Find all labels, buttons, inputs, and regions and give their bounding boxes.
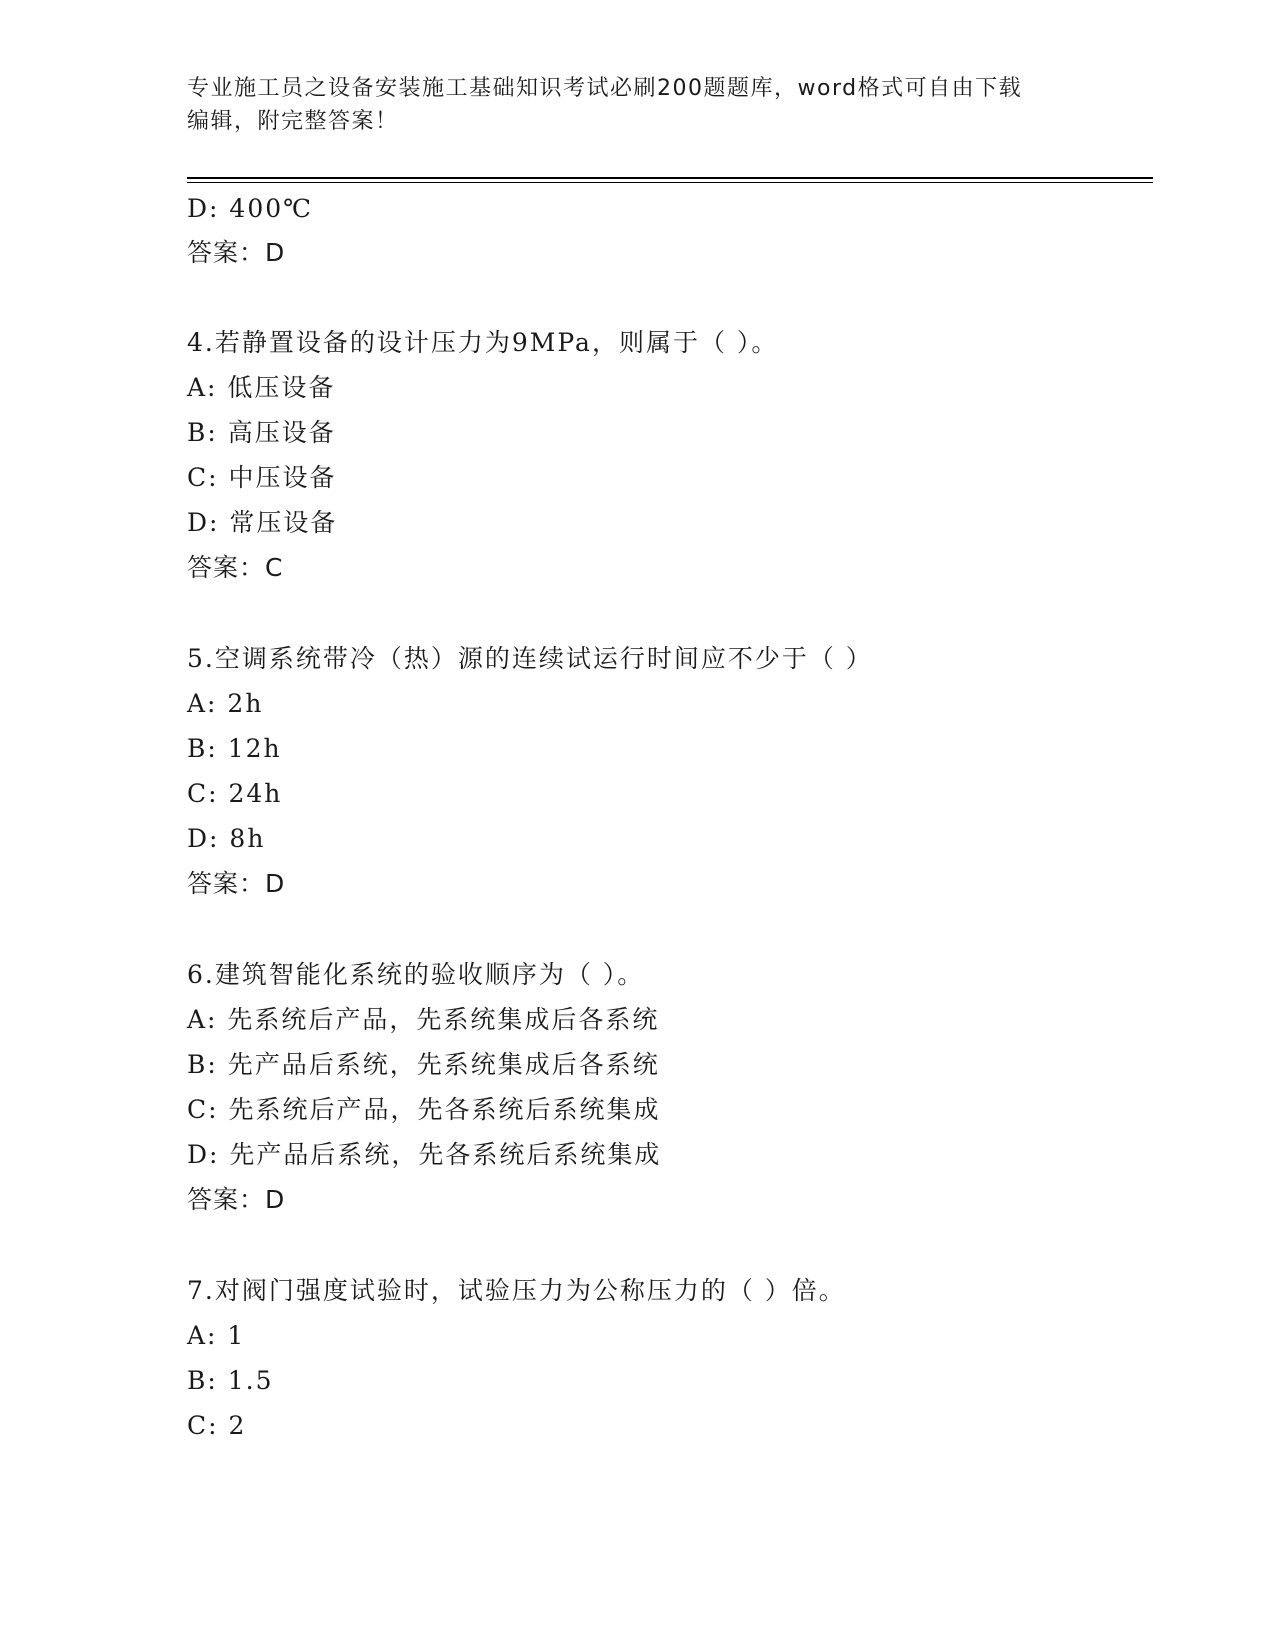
q6-answer: 答案：D	[187, 1185, 286, 1214]
q4-option-a: A: 低压设备	[187, 373, 336, 402]
q5-answer: 答案：D	[187, 869, 286, 898]
q4-option-c: C: 中压设备	[187, 463, 337, 492]
q4-option-b: B: 高压设备	[187, 418, 336, 447]
document-header	[187, 72, 1067, 138]
q7-question: 7.对阀门强度试验时，试验压力为公称压力的（ ）倍。	[187, 1276, 846, 1305]
q6-option-a: A: 先系统后产品，先系统集成后各系统	[187, 1005, 660, 1034]
q6-option-c: C: 先系统后产品，先各系统后系统集成	[187, 1095, 661, 1124]
q7-option-a: A: 1	[187, 1321, 246, 1350]
q6-question: 6.建筑智能化系统的验收顺序为（ ）。	[187, 960, 645, 989]
q4-answer: 答案：C	[187, 553, 284, 582]
q5-option-b: B: 12h	[187, 734, 282, 763]
header-title-line-1: 专业施工员之设备安装施工基础知识考试必刷200题题库，word格式可自由下载	[187, 76, 1023, 101]
q5-option-c: C: 24h	[187, 779, 283, 808]
q4-option-d: D: 常压设备	[187, 508, 338, 537]
q4-question: 4.若静置设备的设计压力为9MPa，则属于（ ）。	[187, 328, 779, 357]
q6-option-b: B: 先产品后系统，先系统集成后各系统	[187, 1050, 660, 1079]
q5-option-a: A: 2h	[187, 689, 264, 718]
q3-option-d: D: 400℃	[187, 194, 314, 223]
q3-answer: 答案：D	[187, 238, 286, 267]
q5-option-d: D: 8h	[187, 824, 266, 853]
header-divider-thin	[187, 182, 1153, 183]
q7-option-c: C: 2	[187, 1411, 247, 1440]
header-divider-thick	[187, 177, 1153, 179]
header-title-line-2: 编辑，附完整答案！	[187, 109, 399, 134]
q5-question: 5.空调系统带冷（热）源的连续试运行时间应不少于（ ）	[187, 644, 873, 673]
q6-option-d: D: 先产品后系统，先各系统后系统集成	[187, 1140, 662, 1169]
q7-option-b: B: 1.5	[187, 1366, 274, 1395]
